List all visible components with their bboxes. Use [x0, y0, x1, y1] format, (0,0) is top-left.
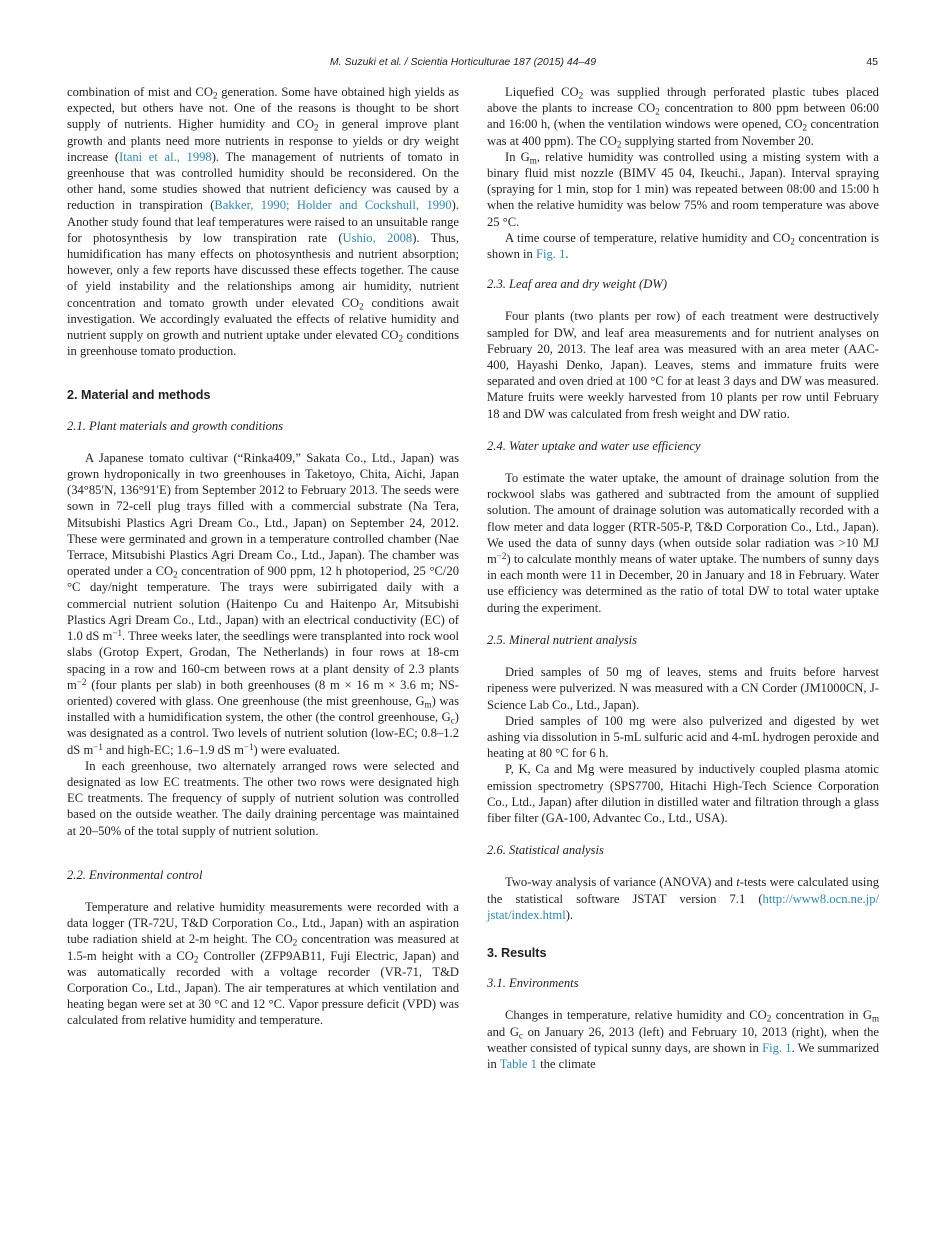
running-title: M. Suzuki et al. / Scientia Horticulturae 187 (2015) 44–49 — [329, 56, 597, 68]
paragraph-2-5-c: P, K, Ca and Mg were measured by inductively coupled plasma atomic emission spectrometry (SPS7700, Hitachi High-Tech Science Corporation Co., Ltd., Japan) after dilution in distilled water and filtration through a glass fiber filter (GA-100, Advantec Co., Ltd., USA). — [487, 762, 879, 825]
right-column — [487, 84, 879, 1072]
table-link-table1[interactable]: Table 1 — [499, 1056, 537, 1071]
figure-link-fig1[interactable]: Fig. 1 — [535, 247, 566, 262]
subsection-heading-2-4: 2.4. Water uptake and water use efficiency — [487, 438, 701, 453]
citation-link-bakker-holder[interactable]: Bakker, 1990; Holder and Cockshull, 1990 — [214, 198, 452, 213]
paragraph-2-3: Four plants (two plants per row) of each treatment were destructively sampled for DW, and leaf area measurements and for nutrient analyses on February 20, 2013. The leaf area was measured with an area meter (AAC-400, Hayashi Denko, Japan). Leaves, stems and immature fruits were separated and oven dried at 100 °C for at least 3 days and DW was measured. Mature fruits were weekly harvested from 10 plants per row until February 18 and DW was calculated from fresh weight and DW ratio. — [487, 309, 879, 421]
paragraph-2-5-b: Dried samples of 100 mg were also pulverized and digested by wet ashing via dissolution in 5-mL sulfuric acid and 4-mL hydrogen peroxide and heating at 80 °C for 6 h. — [487, 713, 879, 761]
left-column — [67, 84, 459, 1029]
page-number: 45 — [866, 56, 878, 68]
paragraph-2-1: A Japanese tomato cultivar (“Rinka409,” Sakata Co., Ltd., Japan) was grown hydroponically in two greenhouses in Taketoyo, Chita, Aichi, Japan (34°85′N, 136°91′E) from September 2012 to February 2013. The seeds were sown in 72-cell plug trays filled with a commercial substrate (Na Tera, Mitsubishi Plastics Agri Dream Co., Ltd., Japan) on September 24, 2012. These were germinated and grown in a temperature controlled chamber (Nae Terrace, Mitsubishi Plastics Agri Dream Co., Ltd., Japan). The chamber was operated under a $CO_2$ concentration of 900 ppm, 12 h photoperiod, 25 °C/20 °C day/night temperature. The trays were subirrigated daily with a commercial nutrient solution (Haitenpo Cu and Haitenpo Ar, Mitsubishi Plastics Agri Dream Co., Ltd., Japan) with an electrical conductivity (EC) of 1.0 dS $m^{-1}$. Three weeks later, the seedlings were transplanted into rock wool slabs (Grotop Expert, Grodan, The Netherlands) in four rows at 18-cm spacing in a row and 160-cm between rows at a plant density of 2.3 plants $m^{-2}$ (four plants per slab) in both greenhouses (8 m × 16 m × 3.6 m; NS-oriented) covered with glass. One greenhouse (the mist greenhouse, $G_m$) was installed with a humidification system, the other (the control greenhouse, $G_c$) was designated as a control. Two levels of nutrient solution (low-EC; 0.8–1.2 dS $m^{-1}$ and high-EC; 1.6–1.9 dS $m^{-1}$) were evaluated. — [67, 450, 460, 757]
paragraph-time-course: A time course of temperature, relative humidity and $CO_2$ concentration is shown in Fig. 1. — [487, 230, 879, 262]
paragraph-2-6: Two-way analysis of variance (ANOVA) and t-tests were calculated using the statistical software JSTAT version 7.1 (http://www8.ocn.ne.jp/ jstat/index.html). — [487, 875, 879, 922]
paragraph-2-2: Temperature and relative humidity measurements were recorded with a data logger (TR-72U, T&D Corporation Co., Ltd., Japan) with an aspiration tube radiation shield at 2-m height. The $CO_2$ concentration was measured at 1.5-m height with a $CO_2$ Controller (ZFP9AB11, Fuji Electric, Japan) and was automatically recorded with a voltage recorder (VR-71, T&D Corporation Co., Ltd., Japan). The air temperatures at which ventilation and heating began were set at 30 °C and 12 °C. Vapor pressure deficit (VPD) was calculated from relative humidity and temperature. — [67, 899, 459, 1028]
paragraph-3-1: Changes in temperature, relative humidity and $CO_2$ concentration in $G_m$ and $G_c$ on January 26, 2013 (left) and February 10, 2013 (right), when the weather consisted of typical sunny days, are shown in Fig. 1. We summarized in Table 1 the climate — [487, 1008, 880, 1071]
subsection-heading-2-6: 2.6. Statistical analysis — [487, 843, 604, 858]
citation-link-ushio[interactable]: Ushio, 2008 — [342, 230, 413, 245]
section-heading-results: 3. Results — [487, 945, 547, 960]
paragraph-2-1-b: In each greenhouse, two alternately arranged rows were selected and designated as low EC treatments. The other two rows were designated high EC treatments. The frequency of supply of nutrient solution was controlled based on the outside weather. The daily draining percentage was maintained at 20–50% of the total supply of nutrient solution. — [67, 758, 459, 838]
paragraph-co2-supply: Liquefied $CO_2$ was supplied through perforated plastic tubes placed above the plants to increase $CO_2$ concentration to 800 ppm between 06:00 and 16:00 h, (when the ventilation windows were opened, $CO_2$ concentration was at 400 ppm). The $CO_2$ supplying started from November 20. — [487, 85, 879, 149]
subsection-heading-3-1: 3.1. Environments — [487, 976, 579, 991]
paragraph-2-5-a: Dried samples of 50 mg of leaves, stems and fruits before harvest ripeness were pulverized. N was measured with a CN Corder (JM1000CN, J-Science Lab Co., Ltd., Japan). — [487, 665, 879, 712]
subsection-heading-2-1: 2.1. Plant materials and growth conditions — [67, 418, 284, 433]
subsection-heading-2-5: 2.5. Mineral nutrient analysis — [487, 632, 638, 647]
subsection-heading-2-3: 2.3. Leaf area and dry weight (DW) — [487, 277, 668, 292]
figure-link-fig1-results[interactable]: Fig. 1 — [762, 1040, 792, 1055]
citation-link-itani[interactable]: Itani et al., 1998 — [119, 149, 212, 164]
intro-paragraph: combination of mist and $CO_2$ generation. Some have obtained high yields as expected, but others have not. One of the reasons is thought to be short supply of nutrients. Higher humidity and $CO_2$ in general improve plant growth and plants need more nutrients in response to yields or dry weight increase (Itani et al., 1998). The management of nutrients of tomato in greenhouse that was controlled humidity should be reconsidered. On the other hand, some studies showed that nutrient deficiency was caused by a reduction in transpiration (Bakker, 1990; Holder and Cockshull, 1990). Another study found that leaf temperatures were raised to an unsuitable range for photosynthesis by low transpiration rate (Ushio, 2008). Thus, humidification has many effects on photosynthesis and nutrient absorption; however, only a few reports have discussed these effects together. The cause of yield instability and the relationships among air humidity, nutrient concentration and tomato growth under elevated $CO_2$ conditions await investigation. We accordingly evaluated the effects of relative humidity and nutrient supply on growth and nutrient uptake under elevated $CO_2$ conditions in greenhouse tomato production. — [67, 85, 459, 359]
paragraph-2-4: To estimate the water uptake, the amount of drainage solution from the rockwool slabs was gathered and subtracted from the amount of supplied solution. The amount of drainage solution was automatically recorded with a flow meter and data logger (RTR-505-P, T&D Corporation Co., Ltd., Japan). We used the data of sunny days (when outside solar radiation was >10 MJ $m^{-2}$) to calculate monthly means of water uptake. The numbers of sunny days in each month were 11 in December, 20 in January and 18 in February. Water use efficiency was determined as the ratio of total DW to total water uptake during the experiment. — [487, 471, 879, 615]
subsection-heading-2-2: 2.2. Environmental control — [67, 867, 203, 882]
jstat-url-link[interactable]: http://www8.ocn.ne.jp/ jstat/index.html — [487, 891, 879, 922]
section-heading-methods: 2. Material and methods — [67, 388, 211, 403]
paragraph-misting: In $G_m$, relative humidity was controlled using a misting system with a binary fluid mist nozzle (BIMV 45 04, Ikeuchi., Japan). Interval spraying (spraying for 1 min, stop for 1 min) was repeated between 08:00 and 15:00 h when the relative humidity was below 75% and room temperature was above 25 °C. — [487, 149, 879, 229]
